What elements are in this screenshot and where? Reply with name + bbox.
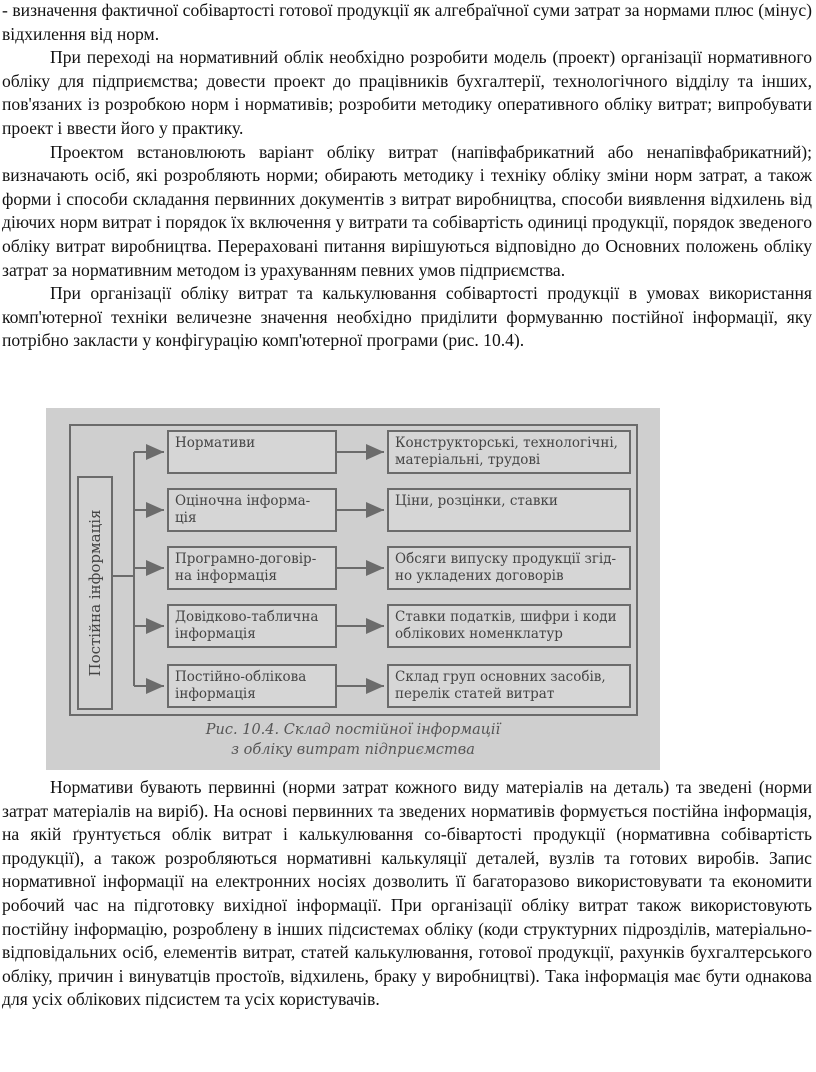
- left-box-5: Постійно-облікова інформація: [167, 664, 337, 708]
- paragraph-3: Проектом встановлюють варіант обліку витрат (напівфабрикатний або ненапівфабрикатний); визначають осіб, які розробляють норми; обирають методику і техніку обліку зміни норм затрат, а також форми і способи складання первинних документів з витрат виробництва, способи виявлення відхилень від діючих норм витрат і порядок їх включення у витрати та собівартість одиниці продукції, порядок зведеного обліку витрат виробництва. Перераховані питання вирішуються відповідно до Основних положень обліку затрат за нормативним методом із урахуванням певних умов підприємства.: [2, 141, 812, 280]
- root-box-permanent-info: [77, 476, 113, 710]
- left-box-4: Довідково-таблична інформація: [167, 604, 337, 648]
- paragraph-2: При переході на нормативний облік необхідно розробити модель (проект) організації нормативного обліку для підприємства; довести проект до працівників бухгалтерії, технологічного відділу та інших, пов'язаних із розробкою норм і нормативів; розробити методику оперативного обліку витрат; випробувати проект і ввести його у практику.: [2, 47, 812, 138]
- top-text-block: [0, 0, 814, 353]
- paragraph-5: Нормативи бувають первинні (норми затрат кожного виду матеріалів на деталь) та зведені (норми затрат матеріалів на виріб). На основі первинних та зведених нормативів формується постійна інформація, на якій ґрунтується облік витрат і калькулювання со-бівартості продукції (нормативна собівартість продукції), а також розробляються нормативні калькуляції деталей, вузлів та готових виробів. Запис нормативної інформації на електронних носіях дозволить її багаторазово використовувати та економити робочий час на підготовку вихідної інформації. При організації обліку витрат також використовують постійну інформацію, розроблену в інших підсистемах обліку (коди структурних підрозділів, матеріально-відповідальних осіб, елементів витрат, статей калькулювання, готової продукції, рахунків бухгалтерського обліку, причин і винуватців простоїв, відхилень, браку у виробництві). Така інформація має бути однакова для усіх облікових підсистем та усіх користувачів.: [2, 777, 812, 1010]
- paragraph-1: - визначення фактичної собівартості готової продукції як алгебраїчної суми затрат за нормами плюс (мінус) відхилення від норм.: [2, 0, 812, 44]
- figure-diagram: [46, 408, 660, 770]
- right-box-3: Обсяги випуску продукції згід-но укладених договорів: [387, 546, 631, 590]
- figure-caption-line-1: Рис. 10.4. Склад постійної інформації: [205, 722, 501, 738]
- figure-caption-line-2: з обліку витрат підприємства: [231, 742, 475, 758]
- bottom-text-block: [0, 776, 814, 1012]
- right-box-4: Ставки податків, шифри і коди облікових номенклатур: [387, 604, 631, 648]
- right-box-2: Ціни, розцінки, ставки: [387, 488, 631, 532]
- root-box-label: Постійна інформація: [86, 509, 104, 677]
- right-box-5: Склад груп основних засобів, перелік статей витрат: [387, 664, 631, 708]
- left-box-1: Нормативи: [167, 430, 337, 474]
- right-box-1: Конструкторські, технологічні, матеріальні, трудові: [387, 430, 631, 474]
- left-box-3: Програмно-договір-на інформація: [167, 546, 337, 590]
- left-box-2: Оціночна інформа-ція: [167, 488, 337, 532]
- paragraph-4: При організації обліку витрат та калькулювання собівартості продукції в умовах використання комп'ютерної техніки величезне значення необхідно приділити формуванню постійної інформації, яку потрібно закласти у конфігурацію комп'ютерної програми (рис. 10.4).: [2, 283, 812, 351]
